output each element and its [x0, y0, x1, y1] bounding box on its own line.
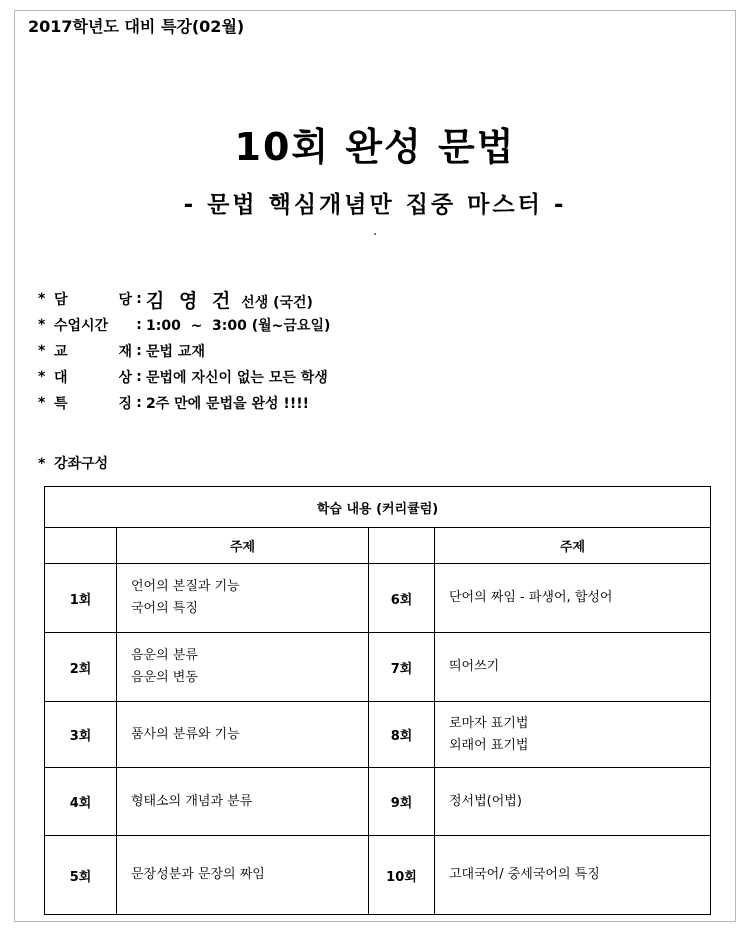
session-number: 2회 — [45, 633, 117, 702]
blank-header-cell — [369, 528, 435, 564]
session-number: 7회 — [369, 633, 435, 702]
course-info — [38, 286, 330, 416]
session-topic: 띄어쓰기 — [435, 633, 711, 702]
bullet: * — [38, 395, 46, 411]
table-row — [45, 702, 711, 768]
session-topic: 정서법(어법) — [435, 768, 711, 836]
session-topic: 로마자 표기법 외래어 표기법 — [435, 702, 711, 768]
info-value: 문법에 자신이 없는 모든 학생 — [146, 370, 328, 386]
colon: : — [136, 317, 142, 333]
section-heading — [38, 453, 108, 473]
table-caption: 학습 내용 (커리큘럼) — [45, 487, 711, 528]
info-value: 문법 교재 — [146, 344, 205, 360]
table-row — [45, 768, 711, 836]
session-topic: 음운의 분류 음운의 변동 — [117, 633, 369, 702]
session-topic: 고대국어/ 중세국어의 특징 — [435, 836, 711, 915]
blank-header-cell — [45, 528, 117, 564]
session-number: 5회 — [45, 836, 117, 915]
info-label: 담 당 — [54, 292, 132, 308]
session-topic: 언어의 본질과 기능 국어의 특징 — [117, 564, 369, 633]
colon: : — [136, 291, 142, 307]
teacher-name: 김 영 건 — [146, 289, 235, 312]
session-number: 4회 — [45, 768, 117, 836]
curriculum-table — [44, 486, 711, 915]
colon: : — [136, 343, 142, 359]
info-feature — [38, 390, 330, 416]
decorative-dot — [374, 233, 376, 235]
info-value: 1:00 ~ 3:00 (월~금요일) — [146, 318, 331, 334]
colon: : — [136, 395, 142, 411]
info-textbook — [38, 338, 330, 364]
session-topic: 형태소의 개념과 분류 — [117, 768, 369, 836]
bullet: * — [38, 343, 46, 359]
session-number: 6회 — [369, 564, 435, 633]
info-teacher — [38, 286, 330, 312]
table-row — [45, 836, 711, 915]
column-header-topic: 주제 — [435, 528, 711, 564]
info-time — [38, 312, 330, 338]
session-topic: 문장성분과 문장의 짜임 — [117, 836, 369, 915]
session-topic: 품사의 분류와 기능 — [117, 702, 369, 768]
colon: : — [136, 369, 142, 385]
info-label: 교 재 — [54, 344, 132, 360]
info-value: 2주 만에 문법을 완성 !!!! — [146, 396, 309, 412]
info-label: 수업시간 — [54, 318, 109, 334]
section-title: 강좌구성 — [54, 456, 109, 472]
session-number: 10회 — [369, 836, 435, 915]
page-subtitle: - 문법 핵심개념만 집중 마스터 - — [183, 192, 567, 218]
bullet: * — [38, 369, 46, 385]
teacher-suffix: 선생 (국건) — [241, 294, 313, 311]
session-number: 8회 — [369, 702, 435, 768]
session-number: 3회 — [45, 702, 117, 768]
session-number: 1회 — [45, 564, 117, 633]
page-header: 2017학년도 대비 특강(02월) — [28, 17, 245, 36]
bullet: * — [38, 291, 46, 307]
bullet: * — [38, 456, 46, 472]
session-topic: 단어의 짜임 - 파생어, 합성어 — [435, 564, 711, 633]
info-target — [38, 364, 330, 390]
info-label: 대 상 — [54, 370, 132, 386]
page-title: 10회 완성 문법 — [234, 125, 516, 169]
info-value — [146, 286, 313, 313]
info-label: 특 징 — [54, 396, 132, 412]
column-header-topic: 주제 — [117, 528, 369, 564]
table-row — [45, 633, 711, 702]
table-row — [45, 564, 711, 633]
bullet: * — [38, 317, 46, 333]
session-number: 9회 — [369, 768, 435, 836]
